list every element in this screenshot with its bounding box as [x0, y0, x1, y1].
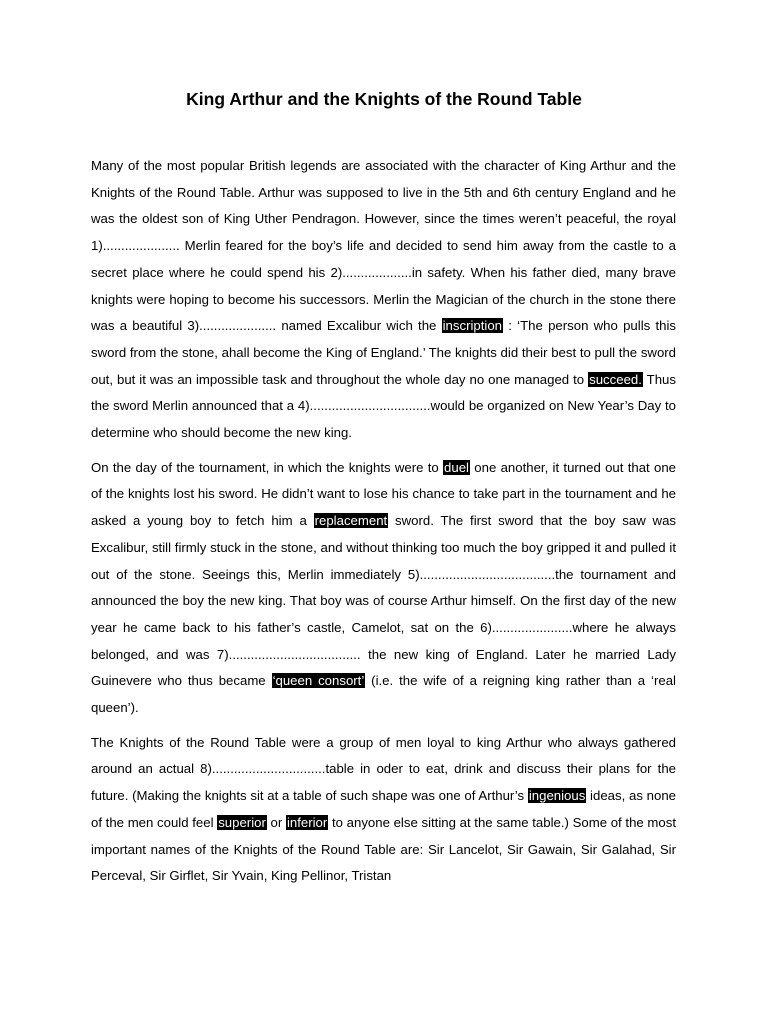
highlighted-word-duel: duel: [444, 459, 469, 475]
paragraph-2-text-2: one another, it turned out that one of the knights lost his sword. He didn’t want to lose his chance to take part in the tournament and he asked a young boy to fetch him a: [91, 459, 676, 529]
paragraph-2-text-1: On the day of the tournament, in which the knights were to: [91, 459, 444, 475]
document-body: [91, 153, 676, 898]
highlighted-word-inferior: inferior: [286, 814, 328, 830]
highlighted-word-inscription: inscription: [442, 318, 502, 334]
paragraph-3: [91, 730, 676, 890]
paragraph-3-text-4: to anyone else sitting at the same table.) Some of the most important names of the Knights of the Round Table are: Sir Lancelot, Sir Gawain, Sir Galahad, Sir Perceval, Sir Girflet, Sir Yvain, King Pellinor, Tristan: [91, 814, 676, 884]
paragraph-3-text-3: or: [266, 814, 286, 830]
paragraph-1-text-3: Thus the sword Merlin announced that a 4).................................would be organized on New Year’s Day to determine who should become the new king.: [91, 371, 676, 441]
paragraph-3-text-1: The Knights of the Round Table were a group of men loyal to king Arthur who always gathered around an actual 8)...............................table in oder to eat, drink and discuss their plans for the future. (Making the knights sit at a table of such shape was one of Arthur’s: [91, 734, 676, 804]
highlighted-word-superior: superior: [218, 814, 266, 830]
paragraph-1-text-1: Many of the most popular British legends are associated with the character of King Arthur and the Knights of the Round Table. Arthur was supposed to live in the 5th and 6th century England and he was the oldest son of King Uther Pendragon. However, since the times weren’t peaceful, the royal 1)..................... Merlin feared for the boy’s life and decided to send him away from the castle to a secret place where he could spend his 2)...................in safety. When his father died, many brave knights were hoping to become his successors. Merlin the Magician of the church in the stone there was a beautiful 3)..................... named Excalibur wich the: [91, 158, 676, 334]
paragraph-2-text-4: (i.e. the wife of a reigning king rather than a ‘real queen’).: [91, 673, 676, 716]
paragraph-1: [91, 153, 676, 447]
paragraph-1-text-2: : ‘The person who pulls this sword from the stone, ahall become the King of England.’ The knights did their best to pull the sword out, but it was an impossible task and throughout the whole day no one managed to: [91, 318, 676, 387]
highlighted-word-ingenious: ingenious: [528, 788, 586, 804]
highlighted-phrase-queen-consort: ‘queen consort’: [272, 673, 365, 689]
document-title: King Arthur and the Knights of the Round Table: [186, 89, 582, 109]
highlighted-word-succeed: succeed.: [589, 371, 642, 387]
paragraph-2: [91, 455, 676, 722]
paragraph-2-text-3: sword. The first sword that the boy saw was Excalibur, still firmly stuck in the stone, and without thinking too much the boy gripped it and pulled it out of the stone. Seeings this, Merlin immediately 5).....................................the tournament and announced the boy the new king. That boy was of course Arthur himself. On the first day of the new year he came back to his father’s castle, Camelot, sat on the 6)......................where he always belonged, and was 7).................................... the new king of England. Later he married Lady Guinevere who thus became: [91, 513, 677, 689]
paragraph-3-text-2: ideas, as none of the men could feel: [91, 788, 676, 830]
highlighted-word-replacement: replacement: [314, 513, 388, 529]
